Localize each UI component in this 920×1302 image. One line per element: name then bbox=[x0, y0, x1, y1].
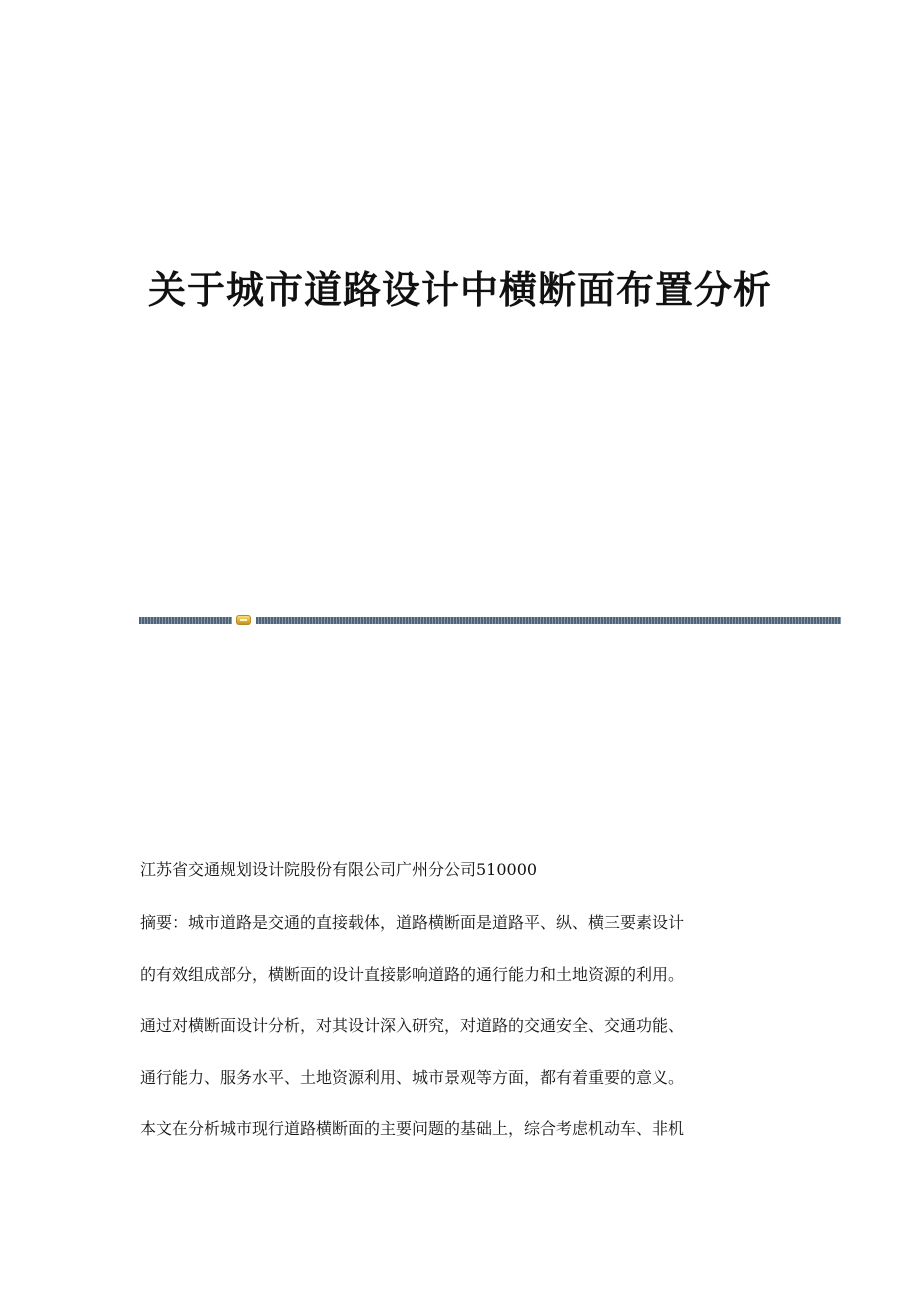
abstract-paragraph bbox=[140, 909, 780, 1167]
abstract-line: 本文在分析城市现行道路横断面的主要问题的基础上，综合考虑机动车、非机 bbox=[140, 1119, 685, 1138]
abstract-line: 通过对横断面设计分析，对其设计深入研究，对道路的交通安全、交通功能、 bbox=[140, 1016, 685, 1035]
divider-bar-right bbox=[256, 617, 841, 624]
page-title: 关于城市道路设计中横断面布置分析 bbox=[147, 267, 772, 312]
abstract-line: 的有效组成部分，横断面的设计直接影响道路的通行能力和土地资源的利用。 bbox=[140, 964, 685, 984]
author-affiliation: 江苏省交通规划设计院股份有限公司广州分公司510000 bbox=[140, 860, 538, 879]
abstract-line: 通行能力、服务水平、土地资源利用、城市景观等方面，都有着重要的意义。 bbox=[140, 1067, 685, 1087]
divider-bar-left bbox=[139, 617, 232, 624]
divider-ornament-icon bbox=[236, 615, 251, 625]
abstract-line: 摘要：城市道路是交通的直接载体，道路横断面是道路平、纵、横三要素设计 bbox=[140, 913, 685, 932]
decorative-divider bbox=[139, 615, 841, 625]
